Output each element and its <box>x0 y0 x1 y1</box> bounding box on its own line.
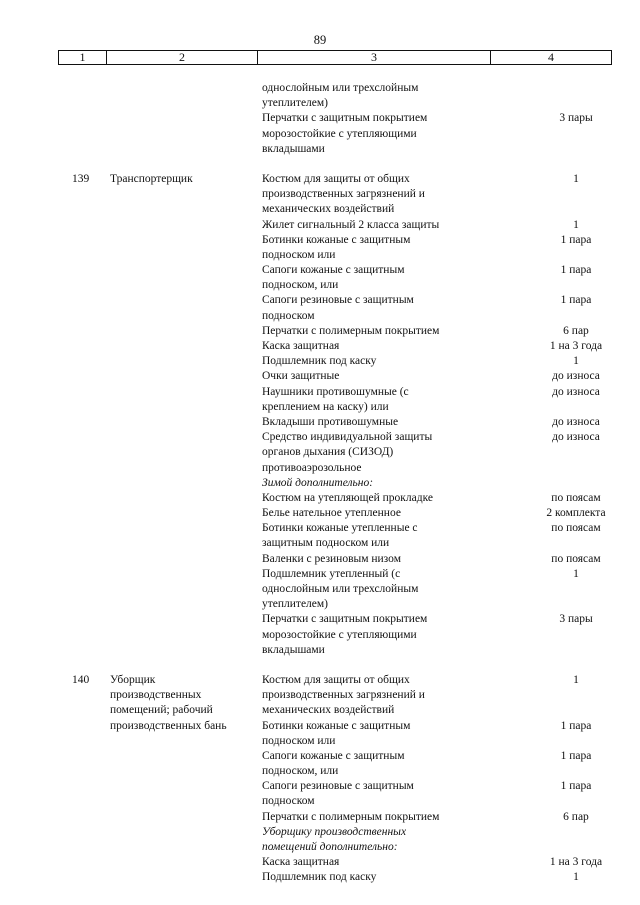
ppe-item: Сапоги резиновые с защитным <box>262 294 414 307</box>
issue-norm: 1 пара <box>560 233 592 246</box>
ppe-item: Сапоги кожаные с защитным <box>262 749 405 762</box>
issue-norm <box>524 688 628 703</box>
issue-norm: 3 пары <box>559 112 593 125</box>
issue-norm <box>524 825 628 840</box>
entry-number <box>0 476 110 491</box>
issue-norm <box>524 597 628 612</box>
profession-name: производственных бань <box>110 719 227 732</box>
ppe-item: подноском или <box>262 248 336 261</box>
item-line <box>0 840 640 855</box>
profession-name <box>110 111 262 126</box>
profession-name <box>110 552 262 567</box>
issue-norm <box>524 278 628 293</box>
ppe-item: Костюм на утепляющей прокладке <box>262 491 433 504</box>
ppe-item: Каска защитная <box>262 856 340 869</box>
column-number-2: 2 <box>107 51 258 65</box>
ppe-item: Ботинки кожаные с защитным <box>262 233 411 246</box>
item-line <box>0 491 640 506</box>
entry-number <box>0 794 110 809</box>
entry-number <box>0 369 110 384</box>
ppe-item: однослойным или трехслойным <box>262 82 419 94</box>
profession-name <box>110 643 262 658</box>
issue-norm: 1 пара <box>560 719 592 732</box>
ppe-item: Сапоги резиновые с защитным <box>262 780 414 793</box>
entry-number <box>0 461 110 476</box>
item-line <box>0 461 640 476</box>
ppe-item: Очки защитные <box>262 370 340 383</box>
issue-norm <box>524 461 628 476</box>
entry-number <box>0 354 110 369</box>
entry-number <box>0 582 110 597</box>
issue-norm <box>524 248 628 263</box>
entry-number <box>0 764 110 779</box>
item-line <box>0 628 640 643</box>
item-line <box>0 521 640 536</box>
issue-norm <box>524 764 628 779</box>
item-line <box>0 339 640 354</box>
issue-norm: 1 пара <box>560 294 592 307</box>
issue-norm <box>524 703 628 718</box>
profession-name <box>110 749 262 764</box>
item-line <box>0 369 640 384</box>
ppe-item: креплением на каску) или <box>262 400 389 413</box>
item-line <box>0 142 640 157</box>
entry-number <box>0 127 110 142</box>
ppe-item: Подшлемник утепленный (с <box>262 567 401 580</box>
entry-number <box>0 567 110 582</box>
column-number-1: 1 <box>59 51 107 65</box>
item-line <box>0 324 640 339</box>
entry-number <box>0 142 110 157</box>
entry-number <box>0 703 110 718</box>
profession-name <box>110 855 262 870</box>
ppe-item: Подшлемник под каску <box>262 871 377 884</box>
issue-norm: до износа <box>552 370 600 383</box>
entry-number <box>0 218 110 233</box>
issue-norm <box>524 187 628 202</box>
profession-name <box>110 142 262 157</box>
issue-norm <box>524 628 628 643</box>
ppe-item: Жилет сигнальный 2 класса защиты <box>262 218 440 231</box>
issue-norm: 6 пар <box>563 324 589 337</box>
issue-norm: по поясам <box>551 491 601 504</box>
profession-name <box>110 870 262 885</box>
profession-name <box>110 96 262 111</box>
profession-name <box>110 415 262 430</box>
profession-name <box>110 354 262 369</box>
ppe-item: подноском или <box>262 734 336 747</box>
item-line <box>0 779 640 794</box>
profession-name <box>110 825 262 840</box>
profession-name <box>110 430 262 445</box>
issue-norm: 1 пара <box>560 264 592 277</box>
profession-name <box>110 369 262 384</box>
column-number-4: 4 <box>491 51 612 65</box>
profession-name <box>110 764 262 779</box>
item-line <box>0 870 640 885</box>
entry-number: 140 <box>72 673 90 686</box>
entry-number <box>0 870 110 885</box>
issue-norm: 1 пара <box>560 749 592 762</box>
issue-norm <box>524 476 628 491</box>
item-line <box>0 643 640 658</box>
profession-name <box>110 339 262 354</box>
entry-number <box>0 96 110 111</box>
item-line <box>0 263 640 278</box>
item-line <box>0 172 640 187</box>
ppe-item: Сапоги кожаные с защитным <box>262 264 405 277</box>
profession-name <box>110 263 262 278</box>
item-line <box>0 734 640 749</box>
profession-name <box>110 127 262 142</box>
entry-number <box>0 552 110 567</box>
item-line <box>0 309 640 324</box>
ppe-item: Перчатки с защитным покрытием <box>262 613 428 626</box>
ppe-item: морозостойкие с утепляющими <box>262 127 417 140</box>
item-line <box>0 536 640 551</box>
item-line <box>0 764 640 779</box>
item-line <box>0 673 640 688</box>
profession-name <box>110 628 262 643</box>
profession-name <box>110 187 262 202</box>
page-number: 89 <box>313 33 327 47</box>
entry-number <box>0 506 110 521</box>
item-line <box>0 187 640 202</box>
issue-norm <box>524 582 628 597</box>
entry-number <box>0 233 110 248</box>
entry-number <box>0 855 110 870</box>
ppe-item: вкладышами <box>262 142 325 155</box>
ppe-item: Зимой дополнительно: <box>262 476 374 489</box>
profession-name <box>110 202 262 217</box>
profession-name <box>110 385 262 400</box>
issue-norm: 1 на 3 года <box>549 856 603 869</box>
issue-norm: 1 <box>573 567 579 580</box>
issue-norm: 1 на 3 года <box>549 340 603 352</box>
profession-name <box>110 233 262 248</box>
item-line <box>0 354 640 369</box>
ppe-item: морозостойкие с утепляющими <box>262 628 417 641</box>
ppe-item: подноском, или <box>262 765 339 778</box>
document-body <box>0 81 640 886</box>
entry-140 <box>0 673 640 886</box>
column-number-3: 3 <box>258 51 491 65</box>
item-line <box>0 552 640 567</box>
issue-norm <box>524 445 628 460</box>
item-line <box>0 825 640 840</box>
profession-name <box>110 779 262 794</box>
issue-norm: 6 пар <box>563 810 589 823</box>
profession-name <box>110 278 262 293</box>
entry-number <box>0 688 110 703</box>
entry-number <box>0 719 110 734</box>
issue-norm <box>524 142 628 157</box>
item-line <box>0 400 640 415</box>
ppe-item: помещений дополнительно: <box>262 841 398 853</box>
entry-number <box>0 612 110 627</box>
issue-norm: 1 <box>573 871 579 884</box>
ppe-item: Ботинки кожаные с защитным <box>262 719 411 732</box>
ppe-item: подноском, или <box>262 279 339 292</box>
entry-number <box>0 840 110 855</box>
item-line <box>0 749 640 764</box>
issue-norm: 1 <box>573 355 579 368</box>
issue-norm <box>524 202 628 217</box>
ppe-item: Средство индивидуальной защиты <box>262 431 433 444</box>
continuation-block <box>0 81 640 157</box>
ppe-item: защитным подноском или <box>262 537 390 550</box>
entry-number <box>0 111 110 126</box>
ppe-item: производственных загрязнений и <box>262 188 425 201</box>
item-line <box>0 703 640 718</box>
entry-number <box>0 810 110 825</box>
item-line <box>0 127 640 142</box>
ppe-item: Ботинки кожаные утепленные с <box>262 522 418 535</box>
item-line <box>0 415 640 430</box>
entry-number <box>0 415 110 430</box>
entry-number <box>0 248 110 263</box>
ppe-item: механических воздействий <box>262 203 395 216</box>
ppe-item: механических воздействий <box>262 704 395 717</box>
profession-name <box>110 536 262 551</box>
profession-name: Уборщик <box>110 673 156 686</box>
entry-number <box>0 628 110 643</box>
ppe-item: подноском <box>262 795 315 808</box>
entry-number <box>0 643 110 658</box>
item-line <box>0 506 640 521</box>
profession-name <box>110 521 262 536</box>
profession-name <box>110 476 262 491</box>
item-line <box>0 445 640 460</box>
item-line <box>0 794 640 809</box>
profession-name <box>110 567 262 582</box>
issue-norm: 2 комплекта <box>546 507 606 520</box>
ppe-item: противоаэрозольное <box>262 461 362 474</box>
issue-norm: 1 <box>573 218 579 231</box>
item-line <box>0 218 640 233</box>
issue-norm <box>524 96 628 111</box>
ppe-item: Каска защитная <box>262 340 340 352</box>
entry-number <box>0 749 110 764</box>
entry-number: 139 <box>72 172 90 185</box>
entry-number <box>0 339 110 354</box>
item-line <box>0 81 640 96</box>
ppe-item: Уборщику производственных <box>262 825 407 838</box>
profession-name <box>110 81 262 96</box>
profession-name <box>110 794 262 809</box>
ppe-item: Белье нательное утепленное <box>262 507 401 520</box>
issue-norm: до износа <box>552 385 600 398</box>
profession-name: производственных <box>110 689 202 702</box>
issue-norm: по поясам <box>551 552 601 565</box>
item-line <box>0 476 640 491</box>
entry-number <box>0 491 110 506</box>
issue-norm <box>524 309 628 324</box>
entry-number <box>0 324 110 339</box>
item-line <box>0 567 640 582</box>
entry-139 <box>0 172 640 658</box>
item-line <box>0 582 640 597</box>
entry-number <box>0 400 110 415</box>
ppe-item: подноском <box>262 309 315 322</box>
item-line <box>0 202 640 217</box>
issue-norm <box>524 81 628 96</box>
issue-norm: до износа <box>552 415 600 428</box>
profession-name <box>110 840 262 855</box>
column-header-row <box>58 50 612 65</box>
entry-number <box>0 597 110 612</box>
profession-name <box>110 810 262 825</box>
item-line <box>0 597 640 612</box>
entry-number <box>0 445 110 460</box>
item-line <box>0 430 640 445</box>
ppe-item: Костюм для защиты от общих <box>262 172 410 185</box>
ppe-item: Перчатки с полимерным покрытием <box>262 324 440 337</box>
item-line <box>0 248 640 263</box>
entry-number <box>0 779 110 794</box>
item-line <box>0 385 640 400</box>
item-line <box>0 96 640 111</box>
profession-name <box>110 734 262 749</box>
ppe-item: Наушники противошумные (с <box>262 385 409 398</box>
profession-name <box>110 445 262 460</box>
issue-norm <box>524 840 628 855</box>
item-line <box>0 293 640 308</box>
item-line <box>0 810 640 825</box>
issue-norm <box>524 127 628 142</box>
issue-norm <box>524 643 628 658</box>
profession-name <box>110 582 262 597</box>
ppe-item: вкладышами <box>262 643 325 656</box>
ppe-item: производственных загрязнений и <box>262 689 425 702</box>
entry-number <box>0 734 110 749</box>
ppe-item: Перчатки с защитным покрытием <box>262 112 428 125</box>
item-line <box>0 855 640 870</box>
issue-norm: 3 пары <box>559 613 593 626</box>
item-line <box>0 688 640 703</box>
profession-name <box>110 612 262 627</box>
item-line <box>0 233 640 248</box>
ppe-item: Подшлемник под каску <box>262 355 377 368</box>
entry-number <box>0 430 110 445</box>
issue-norm <box>524 536 628 551</box>
profession-name <box>110 597 262 612</box>
profession-name <box>110 248 262 263</box>
entry-number <box>0 825 110 840</box>
issue-norm: 1 пара <box>560 780 592 793</box>
profession-name <box>110 218 262 233</box>
entry-number <box>0 81 110 96</box>
entry-number <box>0 385 110 400</box>
entry-number <box>0 293 110 308</box>
entry-number <box>0 309 110 324</box>
profession-name <box>110 491 262 506</box>
item-line <box>0 111 640 126</box>
profession-name <box>110 293 262 308</box>
issue-norm <box>524 794 628 809</box>
issue-norm <box>524 734 628 749</box>
ppe-item: Костюм для защиты от общих <box>262 673 410 686</box>
entry-number <box>0 536 110 551</box>
profession-name: помещений; рабочий <box>110 704 213 717</box>
ppe-item: однослойным или трехслойным <box>262 583 419 595</box>
profession-name <box>110 309 262 324</box>
issue-norm: по поясам <box>551 522 601 535</box>
ppe-item: утеплителем) <box>262 598 329 611</box>
profession-name: Транспортерщик <box>110 172 193 185</box>
issue-norm: 1 <box>573 172 579 185</box>
item-line <box>0 278 640 293</box>
profession-name <box>110 506 262 521</box>
entry-number <box>0 187 110 202</box>
item-line <box>0 612 640 627</box>
entry-number <box>0 278 110 293</box>
entry-number <box>0 263 110 278</box>
item-line <box>0 719 640 734</box>
issue-norm: 1 <box>573 673 579 686</box>
profession-name <box>110 324 262 339</box>
profession-name <box>110 400 262 415</box>
entry-number <box>0 202 110 217</box>
issue-norm: до износа <box>552 431 600 444</box>
ppe-item: утеплителем) <box>262 97 329 110</box>
issue-norm <box>524 400 628 415</box>
ppe-item: Вкладыши противошумные <box>262 415 399 428</box>
ppe-item: Перчатки с полимерным покрытием <box>262 810 440 823</box>
entry-number <box>0 521 110 536</box>
ppe-item: Валенки с резиновым низом <box>262 552 401 565</box>
ppe-item: органов дыхания (СИЗОД) <box>262 446 394 459</box>
profession-name <box>110 461 262 476</box>
